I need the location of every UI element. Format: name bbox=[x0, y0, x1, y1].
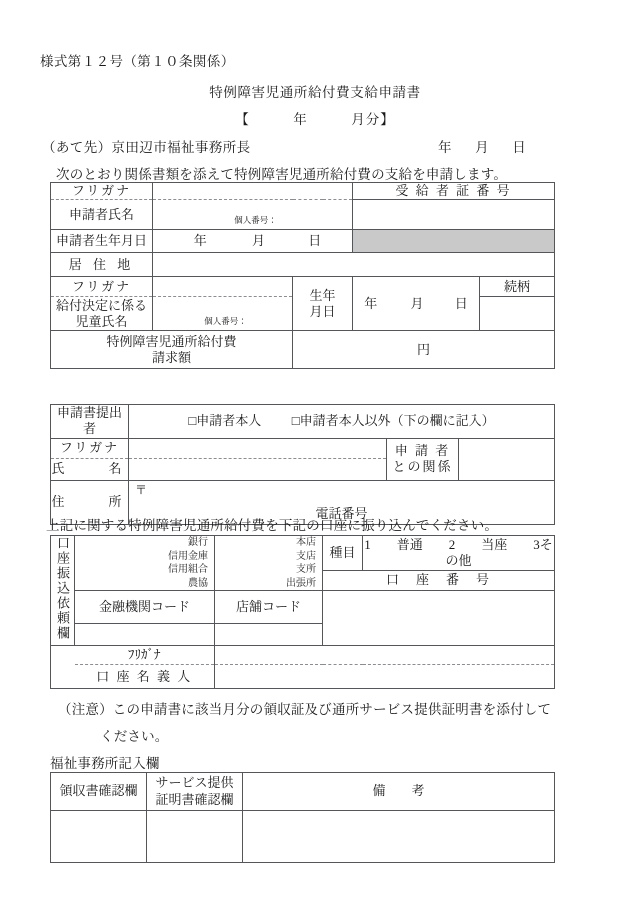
table-row bbox=[51, 277, 555, 297]
branch-type-2: 支所 bbox=[296, 564, 316, 575]
submitter-relation-label-line2: との関係 bbox=[392, 459, 453, 474]
receipt-check-label: 領収書確認欄 bbox=[51, 773, 147, 811]
claim-amount-input[interactable] bbox=[293, 331, 555, 369]
office-section-heading: 福祉事務所記入欄 bbox=[50, 756, 160, 771]
applicant-birth-input[interactable] bbox=[153, 230, 353, 253]
branch-type-0: 本店 bbox=[296, 537, 316, 548]
recipient-cert-label: 受 給 者 証 番 号 bbox=[353, 183, 555, 200]
period-field: 【 年 月分】 bbox=[235, 112, 395, 127]
transfer-instruction: 上記に関する特例障害児通所給付費を下記の口座に振り込んでください。 bbox=[46, 518, 499, 533]
yen-unit-label: 円 bbox=[417, 341, 431, 357]
institution-type-0: 銀行 bbox=[188, 537, 208, 548]
birth-month-label: 月 bbox=[252, 233, 266, 249]
claim-amount-label bbox=[51, 331, 293, 369]
applicant-name-label: 申請者氏名 bbox=[51, 200, 153, 230]
receipt-check-input[interactable] bbox=[51, 811, 147, 863]
applicant-name-input[interactable] bbox=[153, 200, 353, 230]
child-birth-label bbox=[293, 277, 353, 331]
branch-type-3: 出張所 bbox=[286, 577, 316, 589]
institution-type-3: 農協 bbox=[188, 577, 208, 589]
submitter-relation-input[interactable] bbox=[459, 438, 555, 480]
applicant-table bbox=[50, 182, 555, 369]
child-personal-number-label: 個人番号： bbox=[204, 315, 247, 326]
table-row bbox=[51, 811, 555, 863]
institution-code-label: 金融機関コード bbox=[75, 591, 215, 624]
account-number-input[interactable] bbox=[323, 591, 555, 646]
submitter-relation-label bbox=[387, 438, 459, 480]
institution-code-input[interactable] bbox=[75, 624, 215, 646]
child-furigana-input[interactable] bbox=[153, 277, 293, 297]
table-row bbox=[51, 536, 555, 571]
child-birth-label-line1: 生年 bbox=[309, 287, 336, 303]
notice-line-1: （注意）この申請書に該当月分の領収証及び通所サービス提供証明書を添付して bbox=[58, 702, 552, 717]
table-row bbox=[51, 230, 555, 253]
bank-vertical-label-continued bbox=[51, 646, 75, 665]
institution-type-list bbox=[75, 536, 214, 590]
document-title: 特例障害児通所給付費支給申請書 bbox=[209, 85, 421, 100]
bank-vertical-label-continued-2 bbox=[51, 665, 75, 689]
holder-furigana-input[interactable] bbox=[215, 646, 555, 665]
child-name-input[interactable] bbox=[153, 297, 293, 331]
table-row bbox=[51, 665, 555, 689]
birth-day-label: 日 bbox=[308, 233, 322, 249]
applicant-furigana-input[interactable] bbox=[153, 183, 353, 200]
child-birth-label-line2: 月日 bbox=[309, 303, 336, 319]
birth-year-label: 年 bbox=[193, 233, 207, 249]
postal-code-mark: 〒 bbox=[135, 483, 148, 498]
submitter-name-label: 氏 名 bbox=[51, 458, 129, 480]
child-birth-year-label: 年 bbox=[364, 295, 378, 311]
submitter-furigana-label: フリガナ bbox=[51, 438, 129, 458]
account-type-label: 種目 bbox=[323, 536, 363, 571]
submitter-address-label: 住 所 bbox=[51, 480, 129, 524]
bank-section-vertical-text: 口座振込依頼欄 bbox=[55, 536, 70, 641]
remarks-label: 備 考 bbox=[243, 773, 555, 811]
institution-name-input[interactable] bbox=[75, 536, 215, 591]
service-cert-check-label-line1: サービス提供 bbox=[155, 775, 234, 791]
table-row bbox=[51, 646, 555, 665]
submitter-furigana-input[interactable] bbox=[129, 438, 387, 458]
account-number-label: 口 座 番 号 bbox=[323, 571, 555, 591]
submitter-choice-group bbox=[129, 405, 555, 439]
branch-code-input[interactable] bbox=[215, 624, 323, 646]
child-furigana-label: フリガナ bbox=[51, 277, 153, 297]
branch-type-1: 支店 bbox=[296, 550, 316, 562]
branch-code-label: 店舗コード bbox=[215, 591, 323, 624]
claim-amount-label-line1: 特例障害児通所給付費 bbox=[106, 333, 237, 349]
addressee-line: （あて先）京田辺市福祉事務所長 bbox=[42, 140, 251, 155]
personal-number-label: 個人番号： bbox=[234, 214, 277, 225]
table-row bbox=[51, 200, 555, 230]
table-row bbox=[51, 253, 555, 277]
child-name-label-line2: 児童氏名 bbox=[75, 313, 128, 329]
child-name-label-line1: 給付決定に係る bbox=[55, 297, 147, 313]
table-row bbox=[51, 773, 555, 811]
table-row bbox=[51, 591, 555, 624]
service-cert-check-label bbox=[147, 773, 243, 811]
submitter-relation-label-line1: 申 請 者 bbox=[394, 442, 451, 458]
claim-amount-label-line2: 請求額 bbox=[151, 349, 191, 365]
branch-name-input[interactable] bbox=[215, 536, 323, 591]
submitter-table bbox=[50, 404, 555, 525]
submission-date bbox=[438, 136, 526, 156]
recipient-cert-input[interactable] bbox=[353, 200, 555, 230]
date-day-label: 日 bbox=[512, 140, 526, 155]
residence-input[interactable] bbox=[153, 253, 555, 277]
table-row bbox=[51, 438, 555, 458]
relation-label: 続柄 bbox=[480, 277, 555, 297]
date-month-label: 月 bbox=[475, 140, 489, 155]
submitter-name-input[interactable] bbox=[129, 458, 387, 480]
phone-number-label: 電話番号 bbox=[315, 506, 368, 522]
institution-type-1: 信用金庫 bbox=[168, 550, 208, 562]
child-name-label bbox=[51, 297, 153, 331]
bank-transfer-table bbox=[50, 535, 555, 689]
table-row bbox=[51, 405, 555, 439]
form-number: 様式第１２号（第１０条関係） bbox=[40, 54, 235, 69]
bank-section-vertical-label bbox=[51, 536, 75, 646]
service-cert-check-input[interactable] bbox=[147, 811, 243, 863]
checkbox-other[interactable]: □申請者本人以外（下の欄に記入） bbox=[291, 413, 495, 429]
applicant-birth-label: 申請者生年月日 bbox=[51, 230, 153, 253]
date-year-label: 年 bbox=[438, 140, 452, 155]
table-row bbox=[51, 331, 555, 369]
lead-statement: 次のとおり関係書類を添えて特例障害児通所給付費の支給を申請します。 bbox=[56, 167, 508, 182]
branch-type-list bbox=[215, 536, 322, 590]
applicant-furigana-label: フリガナ bbox=[51, 183, 153, 200]
service-cert-check-label-line2: 証明書確認欄 bbox=[155, 791, 234, 807]
child-birth-day-label: 日 bbox=[454, 295, 468, 311]
remarks-input[interactable] bbox=[243, 811, 555, 863]
relation-input[interactable] bbox=[480, 297, 555, 331]
institution-type-2: 信用組合 bbox=[168, 564, 208, 575]
child-birth-month-label: 月 bbox=[410, 295, 424, 311]
holder-furigana-label: ﾌﾘｶﾞﾅ bbox=[75, 646, 215, 665]
table-row bbox=[51, 183, 555, 200]
holder-name-label: 口 座 名 義 人 bbox=[75, 665, 215, 689]
office-use-table bbox=[50, 772, 555, 863]
residence-label: 居 住 地 bbox=[51, 253, 153, 277]
holder-name-input[interactable] bbox=[215, 665, 555, 689]
notice-line-2: ください。 bbox=[100, 729, 169, 744]
account-type-options[interactable]: 1 普通 2 当座 3その他 bbox=[363, 536, 555, 571]
child-birth-input[interactable] bbox=[353, 277, 480, 331]
shaded-blocked-cell bbox=[353, 230, 555, 253]
submitter-label: 申請書提出者 bbox=[51, 405, 129, 439]
checkbox-self[interactable]: □申請者本人 bbox=[188, 413, 262, 429]
